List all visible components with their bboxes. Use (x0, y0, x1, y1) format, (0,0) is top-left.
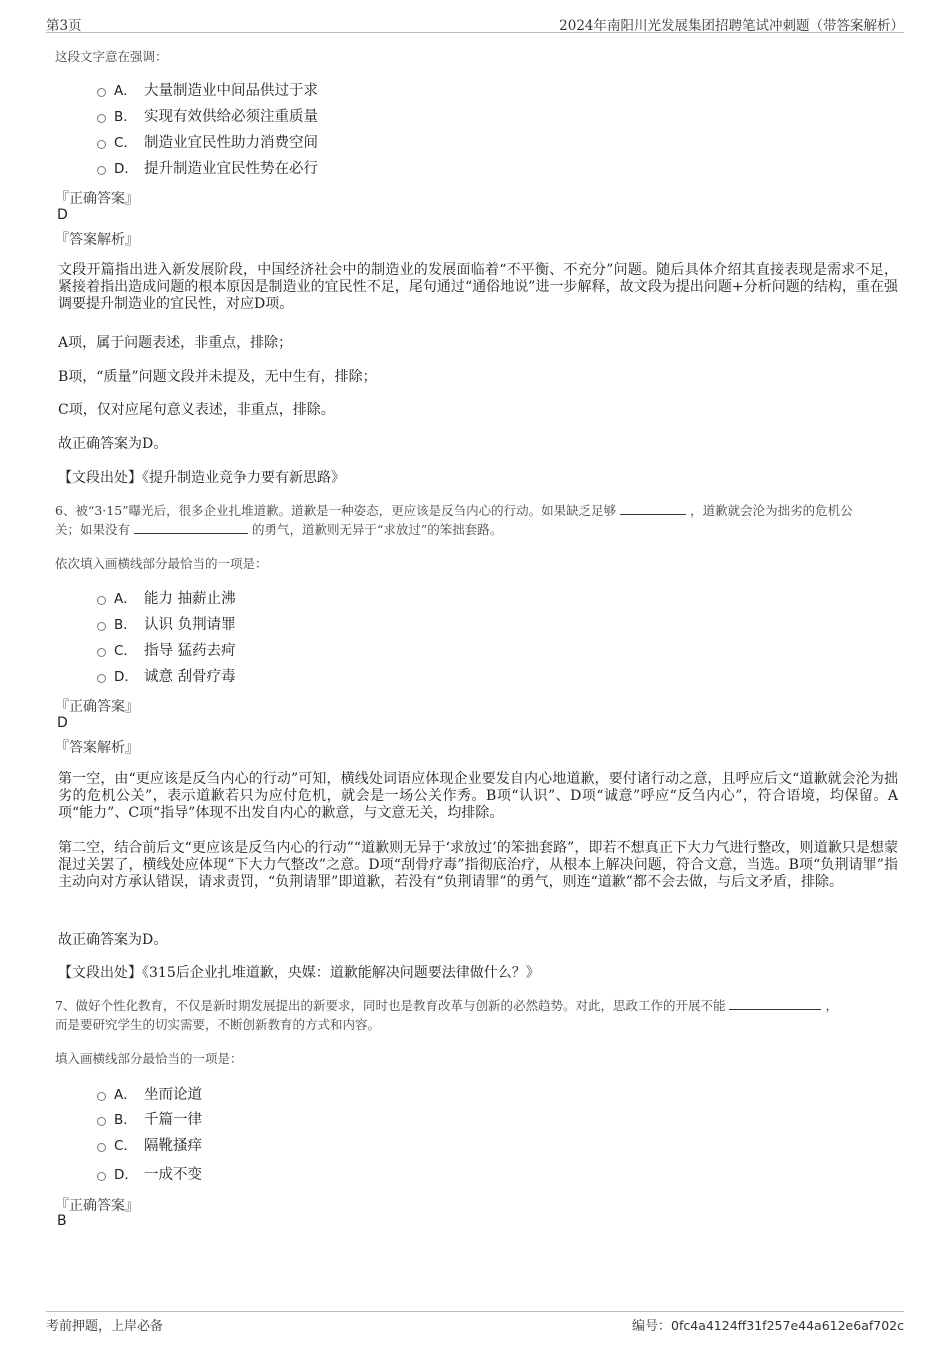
q7-option-a[interactable]: A． 坐而论道 (97, 1084, 202, 1106)
q7-prompt: 填入画横线部分最恰当的一项是： (55, 1051, 243, 1066)
q5-option-a[interactable]: A． 大量制造业中间品供过于求 (97, 80, 318, 102)
q7-option-d[interactable]: D． 一成不变 (97, 1164, 202, 1186)
q5-analysis-b: B项，“质量”问题文段并未提及，无中生有，排除； (58, 369, 377, 385)
q6-stem-line1: 6、被“3·15”曝光后，很多企业扎堆道歉。道歉是一种姿态，更应该是反刍内心的行动。如果缺乏足够 ，道歉就会沦为拙劣的危机公 (55, 503, 853, 518)
q5-analysis-a: A项，属于问题表述，非重点，排除； (58, 335, 293, 351)
q5-answer-tag: 『正确答案』 (55, 191, 139, 207)
radio-icon[interactable] (97, 1172, 106, 1181)
page-number: 第3页 (46, 18, 82, 34)
q5-option-d[interactable]: D． 提升制造业宜民性势在必行 (97, 158, 318, 180)
q6-prompt: 依次填入画横线部分最恰当的一项是： (55, 556, 268, 571)
radio-icon[interactable] (97, 596, 106, 605)
q7-option-c[interactable]: C． 隔靴搔痒 (97, 1135, 202, 1157)
q5-conclusion: 故正确答案为D。 (58, 436, 168, 452)
radio-icon[interactable] (97, 114, 106, 123)
q6-stem-line2: 关；如果没有 的勇气，道歉则无异于“求放过”的笨拙套路。 (55, 522, 503, 537)
radio-icon[interactable] (97, 648, 106, 657)
q6-option-c[interactable]: C． 指导 猛药去疴 (97, 640, 236, 662)
q6-option-d[interactable]: D． 诚意 刮骨疗毒 (97, 666, 236, 688)
footer-slogan: 考前押题，上岸必备 (46, 1319, 164, 1334)
document-title: 2024年南阳川光发展集团招聘笔试冲刺题（带答案解析） (559, 18, 904, 34)
q5-option-b[interactable]: B． 实现有效供给必须注重质量 (97, 106, 318, 128)
blank-line (134, 520, 248, 534)
q6-source: 【文段出处】《315后企业扎堆道歉，央媒：道歉能解决问题要法律做什么？》 (58, 965, 540, 981)
q7-stem-line2: 而是要研究学生的切实需要，不断创新教育的方式和内容。 (55, 1017, 381, 1032)
blank-line (729, 996, 821, 1010)
radio-icon[interactable] (97, 166, 106, 175)
q6-answer: D (57, 715, 68, 731)
radio-icon[interactable] (97, 88, 106, 97)
q6-conclusion: 故正确答案为D。 (58, 932, 168, 948)
radio-icon[interactable] (97, 674, 106, 683)
blank-line (620, 501, 686, 515)
q6-analysis-first-blank: 第一空，由“更应该是反刍内心的行动”可知，横线处词语应体现企业要发自内心地道歉，要付诸行动之意，且呼应后文“道歉就会沦为拙劣的危机公关”，表示道歉若只为应付危机，就会是一场公关作秀。B项“认识”、D项“诚意”呼应“反刍内心”，符合语境，均保留。A项“能力”、C项“指导”体现不出发自内心的歉意，与文意无关，均排除。 (58, 771, 898, 821)
q5-analysis-paragraph: 文段开篇指出进入新发展阶段，中国经济社会中的制造业的发展面临着“不平衡、不充分”问题。随后具体介绍其直接表现是需求不足，紧接着指出造成问题的根本原因是制造业的宜民性不足，尾句通过“通俗地说”进一步解释，故文段为提出问题+分析问题的结构，重在强调要提升制造业的宜民性，对应D项。 (58, 262, 898, 312)
radio-icon[interactable] (97, 1117, 106, 1126)
radio-icon[interactable] (97, 622, 106, 631)
q6-option-a[interactable]: A． 能力 抽薪止沸 (97, 588, 236, 610)
page-header (46, 13, 904, 33)
q5-analysis-c: C项，仅对应尾句意义表述，非重点，排除。 (58, 402, 335, 418)
q6-answer-tag: 『正确答案』 (55, 699, 139, 715)
q5-analysis-tag: 『答案解析』 (55, 232, 139, 248)
q6-option-b[interactable]: B． 认识 负荆请罪 (97, 614, 236, 636)
q7-answer: B (57, 1213, 67, 1229)
q5-prompt: 这段文字意在强调： (55, 49, 168, 64)
q6-analysis-second-blank: 第二空，结合前后文“更应该是反刍内心的行动”“道歉则无异于‘求放过’的笨拙套路”，即若不想真正下大力气进行整改，则道歉只是想蒙混过关罢了，横线处应体现“下大力气整改”之意。D项“刮骨疗毒”指彻底治疗，从根本上解决问题，符合文意，当选。B项“负荆请罪”指主动向对方承认错误，请求责罚，“负荆请罪”即道歉，若没有“负荆请罪”的勇气，则连“道歉”都不会去做，与后文矛盾，排除。 (58, 840, 898, 890)
q5-source: 【文段出处】《提升制造业竞争力要有新思路》 (58, 470, 345, 486)
q7-option-b[interactable]: B． 千篇一律 (97, 1109, 202, 1131)
document-code: 编号：0fc4a4124ff31f257e44a612e6af702c (632, 1318, 904, 1334)
q5-option-c[interactable]: C． 制造业宜民性助力消费空间 (97, 132, 318, 154)
radio-icon[interactable] (97, 1092, 106, 1101)
q7-stem-line1: 7、做好个性化教育，不仅是新时期发展提出的新要求，同时也是教育改革与创新的必然趋势。对此，思政工作的开展不能 ， (55, 998, 838, 1013)
q6-analysis-tag: 『答案解析』 (55, 740, 139, 756)
radio-icon[interactable] (97, 1143, 106, 1152)
page-footer (46, 1311, 904, 1337)
q7-answer-tag: 『正确答案』 (55, 1198, 139, 1214)
radio-icon[interactable] (97, 140, 106, 149)
q5-answer: D (57, 207, 68, 223)
